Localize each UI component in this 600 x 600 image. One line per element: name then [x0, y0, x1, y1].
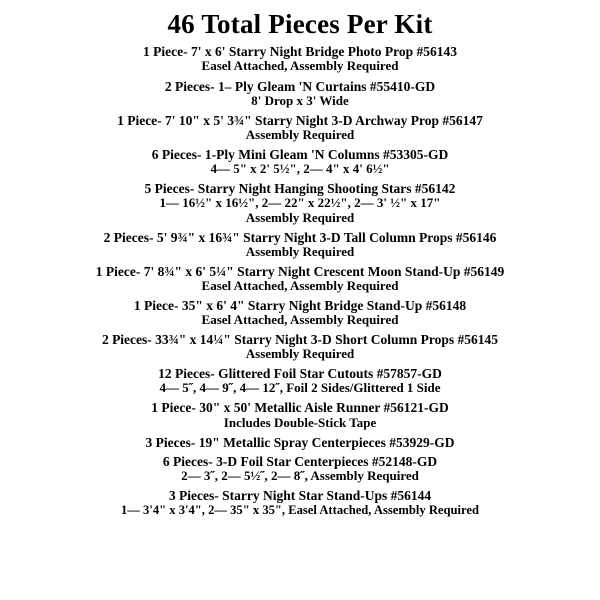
- list-item-main-line: 2 Pieces- 33¾" x 14¼" Starry Night 3-D Short Column Props #56145: [101, 332, 499, 348]
- list-item-main-line: 3 Pieces- Starry Night Star Stand-Ups #56144: [168, 488, 432, 504]
- list-item: [96, 181, 504, 225]
- list-item-main-line: 12 Pieces- Glittered Foil Star Cutouts #57857-GD: [158, 366, 442, 382]
- list-item-sub-line: Easel Attached, Assembly Required: [201, 277, 399, 293]
- list-item: [96, 332, 504, 362]
- list-item-main-line: 6 Pieces- 3-D Foil Star Centerpieces #52148-GD: [162, 454, 438, 470]
- list-item-sub-line: Assembly Required: [245, 126, 355, 142]
- list-item-sub-line: 2— 3˝, 2— 5½˝, 2— 8˝, Assembly Required: [181, 468, 419, 484]
- list-item-main-line: 2 Pieces- 1– Ply Gleam 'N Curtains #55410-GD: [164, 78, 436, 94]
- list-item-sub-line: Assembly Required: [245, 346, 355, 362]
- list-item-sub-line: 8' Drop x 3' Wide: [251, 92, 349, 108]
- list-item-main-line: 2 Pieces- 5' 9¾" x 16¾" Starry Night 3-D Tall Column Props #56146: [103, 229, 497, 245]
- list-item-main-line: 1 Piece- 7' 8¾" x 6' 5¼" Starry Night Crescent Moon Stand-Up #56149: [95, 263, 505, 279]
- list-item-main-line: 1 Piece- 30" x 50' Metallic Aisle Runner #56121-GD: [151, 400, 449, 416]
- list-item-main-line: 6 Pieces- 1-Ply Mini Gleam 'N Columns #53305-GD: [151, 146, 449, 162]
- list-item: [96, 79, 504, 109]
- list-item: [96, 488, 504, 517]
- list-item-main-line: 5 Pieces- Starry Night Hanging Shooting Stars #56142: [144, 180, 456, 196]
- list-item-main-line: 1 Piece- 7' x 6' Starry Night Bridge Photo Prop #56143: [143, 44, 457, 60]
- list-item-sub-line: 1— 16½" x 16½", 2— 22" x 22½", 2— 3' ½" x 17": [159, 195, 441, 211]
- list-item-sub-line: Includes Double-Stick Tape: [223, 414, 377, 430]
- list-item-sub-line: 1— 3'4" x 3'4", 2— 35" x 35", Easel Attached, Assembly Required: [121, 503, 479, 518]
- list-item: [96, 230, 504, 260]
- page-title: 46 Total Pieces Per Kit: [167, 9, 433, 39]
- list-item-sub-line: Assembly Required: [245, 243, 355, 259]
- list-item: [96, 44, 504, 74]
- kit-item-list: [96, 44, 504, 522]
- list-item: [96, 435, 504, 450]
- list-item: [96, 400, 504, 430]
- list-item-sub-line: 4— 5˝, 4— 9˝, 4— 12˝, Foil 2 Sides/Glittered 1 Side: [159, 380, 441, 396]
- list-item: [96, 264, 504, 294]
- list-item-main-line: 3 Pieces- 19" Metallic Spray Centerpieces #53929-GD: [145, 434, 455, 450]
- list-item: [96, 366, 504, 396]
- list-item: [96, 113, 504, 143]
- list-item-sub-line: 4— 5" x 2' 5½", 2— 4" x 4' 6½": [210, 160, 390, 176]
- list-item-main-line: 1 Piece- 35" x 6' 4" Starry Night Bridge Stand-Up #56148: [133, 297, 467, 313]
- list-item: [96, 147, 504, 177]
- list-item: [96, 298, 504, 328]
- list-item-sub-line: Easel Attached, Assembly Required: [201, 312, 399, 328]
- list-item-sub-line: Assembly Required: [245, 209, 355, 225]
- list-item-main-line: 1 Piece- 7' 10" x 5' 3¾" Starry Night 3-D Archway Prop #56147: [117, 112, 483, 128]
- list-item-sub-line: Easel Attached, Assembly Required: [201, 58, 399, 74]
- list-item: [96, 454, 504, 484]
